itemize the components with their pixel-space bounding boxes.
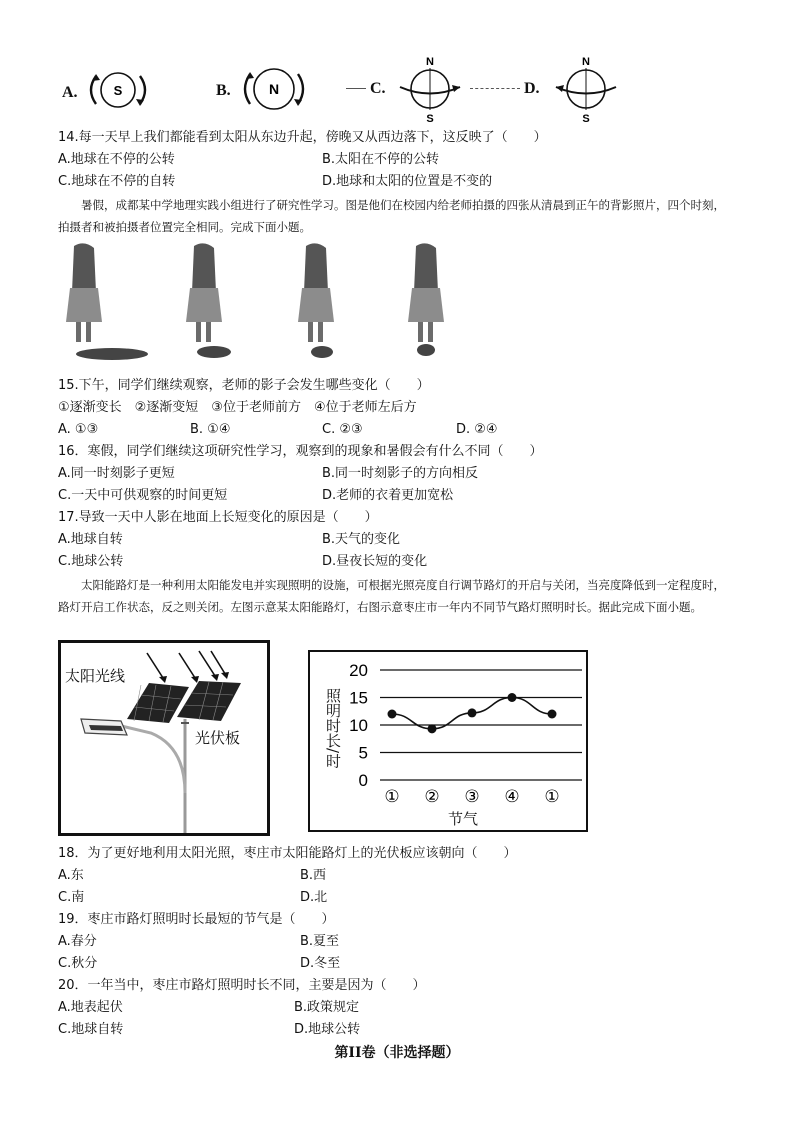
q16-option-d[interactable]: D.老师的衣着更加宽松 [322, 488, 454, 503]
option-c-label: C. [370, 80, 386, 97]
divider [346, 88, 366, 89]
q19-option-d[interactable]: D.冬至 [300, 956, 341, 971]
photo-4 [408, 243, 444, 356]
passage-1: 暑假，成都某中学地理实践小组进行了研究性学习。图是他们在校园内给老师拍摄的四张从清晨到正午的背影照片，四个时刻，拍摄者和被拍摄者位置完全相同。完成下面小题。 [58, 198, 725, 234]
chart-svg [310, 652, 586, 830]
rotation-diagram-a [84, 64, 154, 116]
sunlight-label: 太阳光线 [65, 667, 126, 685]
svg-text:N: N [426, 56, 434, 68]
question-15: 15.下午，同学们继续观察，老师的影子会发生哪些变化（ ） [58, 378, 430, 393]
q15-option-a[interactable]: A. ①③ [58, 422, 99, 437]
y-tick-label: 15 [349, 688, 368, 708]
question-17: 17.导致一天中人影在地面上长短变化的原因是（ ） [58, 510, 378, 525]
q15-option-c[interactable]: C. ②③ [322, 422, 363, 437]
q14-option-c[interactable]: C.地球在不停的自转 [58, 174, 176, 189]
lighting-duration-chart [308, 650, 588, 832]
q16-option-c[interactable]: C.一天中可供观察的时间更短 [58, 488, 228, 503]
q14-option-a[interactable]: A.地球在不停的公转 [58, 152, 175, 167]
divider [470, 88, 520, 89]
y-tick-label: 10 [349, 716, 368, 735]
q20-option-d[interactable]: D.地球公转 [294, 1022, 361, 1037]
q20-option-a[interactable]: A.地表起伏 [58, 1000, 123, 1015]
x-tick-label: ① [544, 787, 560, 807]
data-point [468, 708, 477, 717]
rotation-diagram-d [550, 54, 622, 124]
q19-option-b[interactable]: B.夏至 [300, 934, 340, 949]
y-tick-label: 20 [349, 661, 368, 680]
photo-3 [298, 243, 334, 358]
y-axis-label: 照明时长/时 [324, 688, 342, 769]
data-point [388, 710, 397, 719]
north-pole-label: N [268, 81, 280, 97]
rotation-diagram-c [396, 54, 468, 124]
shadow-photos-figure [56, 242, 456, 366]
x-axis-label: 节气 [448, 810, 479, 828]
q18-option-a[interactable]: A.东 [58, 868, 84, 883]
q15-option-b[interactable]: B. ①④ [190, 422, 231, 437]
q17-option-c[interactable]: C.地球公转 [58, 554, 124, 569]
x-tick-label: ① [384, 787, 400, 807]
q14-option-d[interactable]: D.地球和太阳的位置是不变的 [322, 174, 493, 189]
photo-1 [66, 243, 148, 360]
q20-option-c[interactable]: C.地球自转 [58, 1022, 124, 1037]
q14-option-b[interactable]: B.太阳在不停的公转 [322, 152, 440, 167]
q16-option-a[interactable]: A.同一时刻影子更短 [58, 466, 175, 481]
q16-option-b[interactable]: B.同一时刻影子的方向相反 [322, 466, 479, 481]
question-16: 16．寒假，同学们继续这项研究性学习，观察到的现象和暑假会有什么不同（ ） [58, 444, 543, 459]
x-tick-label: ③ [464, 787, 480, 807]
section-title: 第II卷（非选择题） [334, 1045, 460, 1061]
question-20: 20．一年当中，枣庄市路灯照明时长不同，主要是因为（ ） [58, 978, 426, 993]
question-18: 18．为了更好地利用太阳光照，枣庄市太阳能路灯上的光伏板应该朝向（ ） [58, 846, 517, 861]
x-tick-label: ④ [504, 787, 520, 807]
data-point [508, 693, 517, 702]
q17-option-d[interactable]: D.昼夜长短的变化 [322, 554, 428, 569]
question-14: 14.每一天早上我们都能看到太阳从东边升起，傍晚又从西边落下，这反映了（ ） [58, 130, 547, 145]
q18-option-b[interactable]: B.西 [300, 868, 327, 883]
data-point [428, 724, 437, 733]
solar-lamp-figure [58, 640, 270, 836]
svg-text:N: N [582, 56, 590, 68]
panel-label: 光伏板 [195, 729, 241, 747]
y-tick-label: 5 [358, 743, 368, 763]
q18-option-d[interactable]: D.北 [300, 890, 328, 905]
q19-option-a[interactable]: A.春分 [58, 934, 97, 949]
question-19: 19．枣庄市路灯照明时长最短的节气是（ ） [58, 912, 335, 927]
svg-text:S: S [426, 113, 434, 124]
x-tick-label: ② [424, 787, 440, 807]
south-pole-label: S [113, 83, 123, 98]
option-d-label: D. [524, 80, 540, 97]
photo-2 [186, 243, 231, 358]
y-tick-label: 0 [358, 771, 368, 790]
q15-option-d[interactable]: D. ②④ [456, 422, 498, 437]
q20-option-b[interactable]: B.政策规定 [294, 1000, 360, 1015]
passage-2: 太阳能路灯是一种利用太阳能发电并实现照明的设施，可根据光照亮度自行调节路灯的开启与关闭，当亮度降低到一定程度时，路灯开启工作状态，反之则关闭。左图示意某太阳能路灯，右图示意枣庄市一年内不同节气路灯照明时长。据此完成下面小题。 [58, 578, 725, 614]
option-b-label: B. [216, 82, 231, 99]
rotation-diagram-b [236, 62, 310, 116]
q19-option-c[interactable]: C.秋分 [58, 956, 98, 971]
data-point [548, 710, 557, 719]
q18-option-c[interactable]: C.南 [58, 890, 85, 905]
svg-text:S: S [582, 113, 590, 124]
q17-option-a[interactable]: A.地球自转 [58, 532, 123, 547]
option-a-label: A. [62, 84, 78, 101]
q17-option-b[interactable]: B.天气的变化 [322, 532, 401, 547]
q15-items: ①逐渐变长 ②逐渐变短 ③位于老师前方 ④位于老师左后方 [58, 400, 417, 415]
